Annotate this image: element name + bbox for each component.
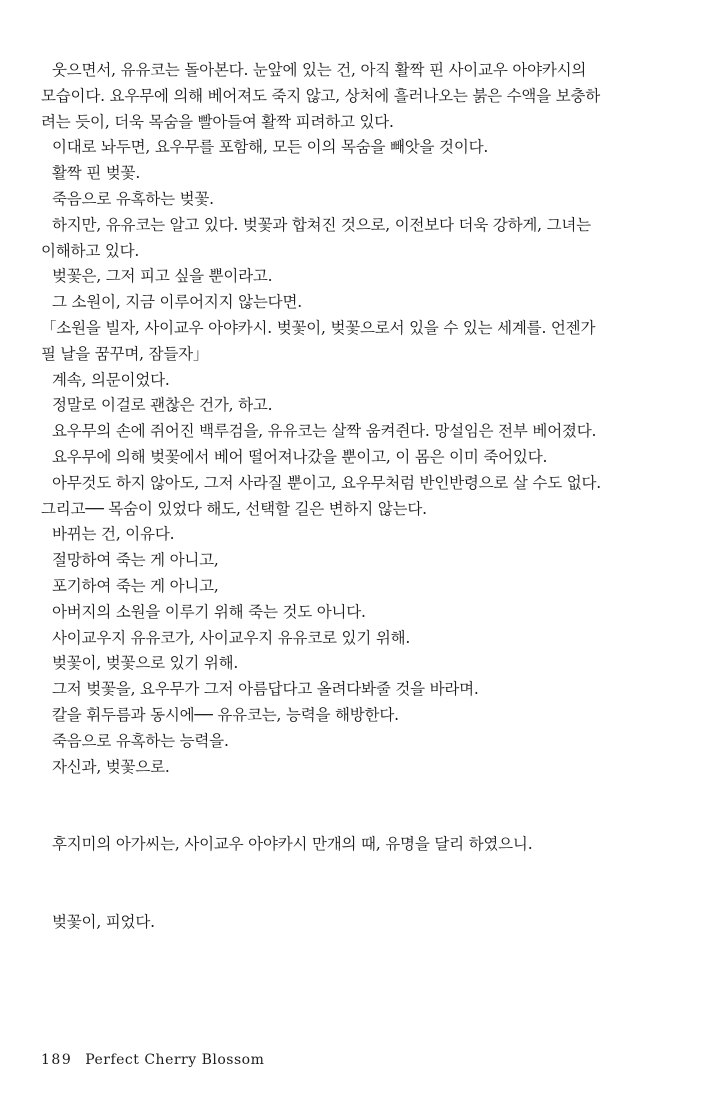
text-line: 죽음으로 유혹하는 벚꽃.	[52, 189, 214, 208]
text-line: 필 날을 꿈꾸며, 잠들자」	[41, 344, 209, 363]
section-gap	[41, 780, 677, 832]
text-line: 자신과, 벚꽃으로.	[52, 757, 170, 776]
closing-line-2: 벚꽃이, 피었다.	[52, 913, 155, 932]
text-line: 사이교우지 유유코가, 사이교우지 유유코로 있기 위해.	[52, 628, 411, 647]
text-line: 려는 듯이, 더욱 목숨을 빨아들여 활짝 피려하고 있다.	[41, 112, 394, 131]
page-number: 189	[41, 1052, 73, 1068]
body-text	[41, 58, 677, 936]
text-line: 「소원을 빌자, 사이교우 아야카시. 벚꽃이, 벚꽃으로서 있을 수 있는 세계를. 언젠가	[41, 318, 596, 337]
text-line: 벚꽃은, 그저 피고 싶을 뿐이라고.	[52, 267, 273, 286]
text-line: 하지만, 유유코는 알고 있다. 벚꽃과 합쳐진 것으로, 이전보다 더욱 강하게, 그녀는	[52, 215, 591, 234]
page-footer	[41, 1052, 264, 1068]
text-line: 벚꽃이, 벚꽃으로 있기 위해.	[52, 654, 239, 673]
text-line: 요우무에 의해 벚꽃에서 베어 떨어져나갔을 뿐이고, 이 몸은 이미 죽어있다.	[52, 447, 548, 466]
text-line: 그 소원이, 지금 이루어지지 않는다면.	[52, 293, 302, 312]
text-line: 그저 벚꽃을, 요우무가 그저 아름답다고 올려다봐줄 것을 바라며.	[52, 680, 479, 699]
text-line: 그리고── 목숨이 있었다 해도, 선택할 길은 변하지 않는다.	[41, 499, 427, 518]
text-line: 정말로 이걸로 괜찮은 건가, 하고.	[52, 396, 273, 415]
text-line: 절망하여 죽는 게 아니고,	[52, 551, 219, 570]
text-line: 아무것도 하지 않아도, 그저 사라질 뿐이고, 요우무처럼 반인반령으로 살 수도 없다.	[52, 473, 601, 492]
text-line: 아버지의 소원을 이루기 위해 죽는 것도 아니다.	[52, 602, 366, 621]
text-line: 칼을 휘두름과 동시에── 유유코는, 능력을 해방한다.	[52, 705, 399, 724]
text-line: 포기하여 죽는 게 아니고,	[52, 576, 219, 595]
text-line: 활짝 핀 벚꽃.	[52, 164, 141, 183]
text-line: 죽음으로 유혹하는 능력을.	[52, 731, 229, 750]
paragraph-lines	[41, 58, 677, 780]
text-line: 요우무의 손에 쥐어진 백루검을, 유유코는 살짝 움켜쥔다. 망설임은 전부 베어졌다.	[52, 422, 597, 441]
section-gap	[41, 858, 677, 910]
text-line: 바뀌는 건, 이유다.	[52, 525, 175, 544]
text-line: 모습이다. 요우무에 의해 베어져도 죽지 않고, 상처에 흘러나오는 붉은 수액을 보충하	[41, 86, 601, 105]
text-line: 웃으면서, 유유코는 돌아본다. 눈앞에 있는 건, 아직 활짝 핀 사이교우 아야카시의	[52, 61, 587, 79]
text-line: 이대로 놔두면, 요우무를 포함해, 모든 이의 목숨을 빼앗을 것이다.	[52, 138, 489, 157]
book-title: Perfect Cherry Blossom	[85, 1052, 265, 1068]
text-line: 이해하고 있다.	[41, 241, 140, 260]
closing-line-1: 후지미의 아가씨는, 사이교우 아야카시 만개의 때, 유명을 달리 하였으니.	[52, 835, 533, 854]
text-line: 계속, 의문이었다.	[52, 370, 170, 389]
